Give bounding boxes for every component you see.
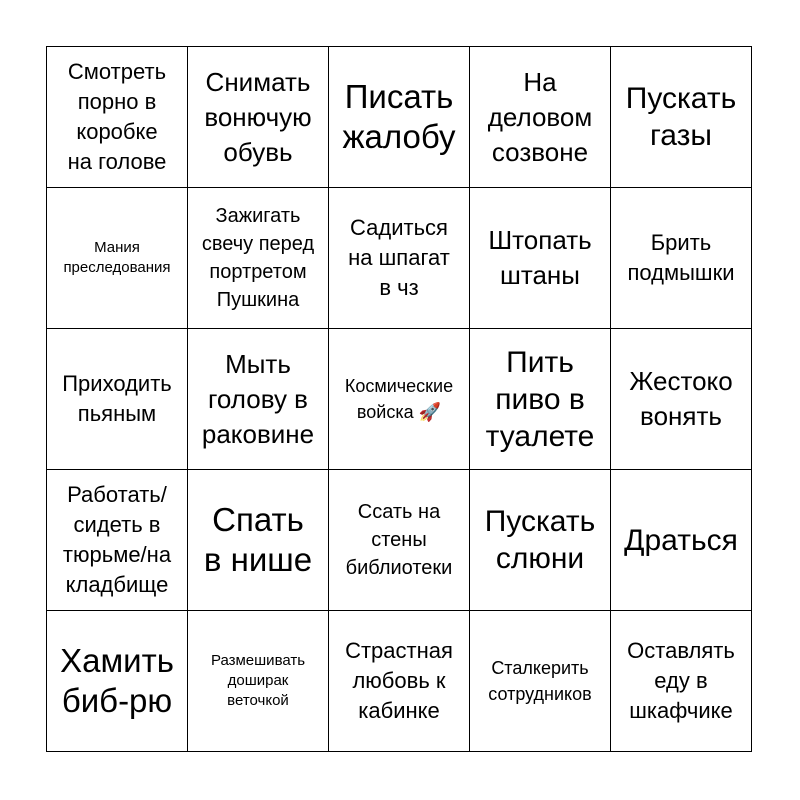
bingo-cell[interactable] — [329, 611, 470, 752]
bingo-row — [47, 47, 752, 188]
bingo-cell[interactable] — [611, 47, 752, 188]
bingo-cell[interactable] — [47, 329, 188, 470]
cell-text: Страстная любовь к кабинке — [345, 638, 453, 723]
cell-text: Брить подмышки — [627, 230, 735, 285]
bingo-cell[interactable] — [329, 470, 470, 611]
bingo-cell[interactable] — [188, 47, 329, 188]
cell-text: Сталкерить сотрудников — [488, 658, 592, 704]
bingo-cell[interactable] — [47, 611, 188, 752]
bingo-row — [47, 611, 752, 752]
cell-text: Снимать вонючую обувь — [204, 66, 312, 167]
cell-text: Хамить биб-рю — [60, 642, 174, 719]
bingo-cell[interactable] — [611, 329, 752, 470]
cell-text: Работать/ сидеть в тюрьме/на кладбище — [62, 482, 172, 597]
cell-text: На деловом созвоне — [487, 66, 593, 167]
bingo-cell[interactable] — [188, 611, 329, 752]
bingo-cell[interactable] — [188, 470, 329, 611]
cell-text: Смотреть порно в коробке на голове — [67, 59, 167, 174]
cell-text: Приходить пьяным — [62, 371, 172, 426]
cell-text: Мания преследования — [63, 239, 171, 276]
cell-text: Жестоко вонять — [629, 366, 733, 431]
bingo-cell[interactable] — [188, 188, 329, 329]
bingo-cell[interactable] — [470, 329, 611, 470]
bingo-cell[interactable] — [47, 470, 188, 611]
bingo-cell[interactable] — [611, 470, 752, 611]
bingo-row — [47, 470, 752, 611]
bingo-cell[interactable] — [47, 188, 188, 329]
bingo-row — [47, 188, 752, 329]
cell-text: Космические войска 🚀 — [344, 376, 454, 422]
cell-text: Ссать на стены библиотеки — [345, 501, 453, 579]
bingo-cell[interactable] — [47, 47, 188, 188]
bingo-cell[interactable] — [611, 188, 752, 329]
cell-text: Пускать газы — [625, 82, 737, 152]
cell-text: Садиться на шпагат в чз — [348, 215, 450, 300]
cell-text: Пускать слюни — [484, 505, 596, 575]
bingo-cell[interactable] — [329, 47, 470, 188]
cell-text: Драться — [624, 523, 738, 557]
bingo-cell[interactable] — [329, 188, 470, 329]
cell-text: Писать жалобу — [342, 78, 456, 155]
cell-text: Штопать штаны — [488, 225, 592, 290]
bingo-cell[interactable] — [470, 188, 611, 329]
bingo-board — [46, 46, 752, 752]
cell-text: Зажигать свечу перед портретом Пушкина — [201, 205, 315, 311]
bingo-cell[interactable] — [470, 470, 611, 611]
cell-text: Мыть голову в раковине — [201, 348, 315, 449]
cell-text: Пить пиво в туалете — [485, 345, 595, 453]
bingo-cell[interactable] — [470, 47, 611, 188]
cell-text: Спать в нише — [203, 501, 313, 578]
bingo-cell[interactable] — [329, 329, 470, 470]
cell-text: Размешивать доширак веточкой — [210, 652, 306, 709]
bingo-cell[interactable] — [470, 611, 611, 752]
bingo-cell[interactable] — [611, 611, 752, 752]
cell-text: Оставлять еду в шкафчике — [627, 638, 735, 723]
bingo-cell[interactable] — [188, 329, 329, 470]
bingo-row — [47, 329, 752, 470]
